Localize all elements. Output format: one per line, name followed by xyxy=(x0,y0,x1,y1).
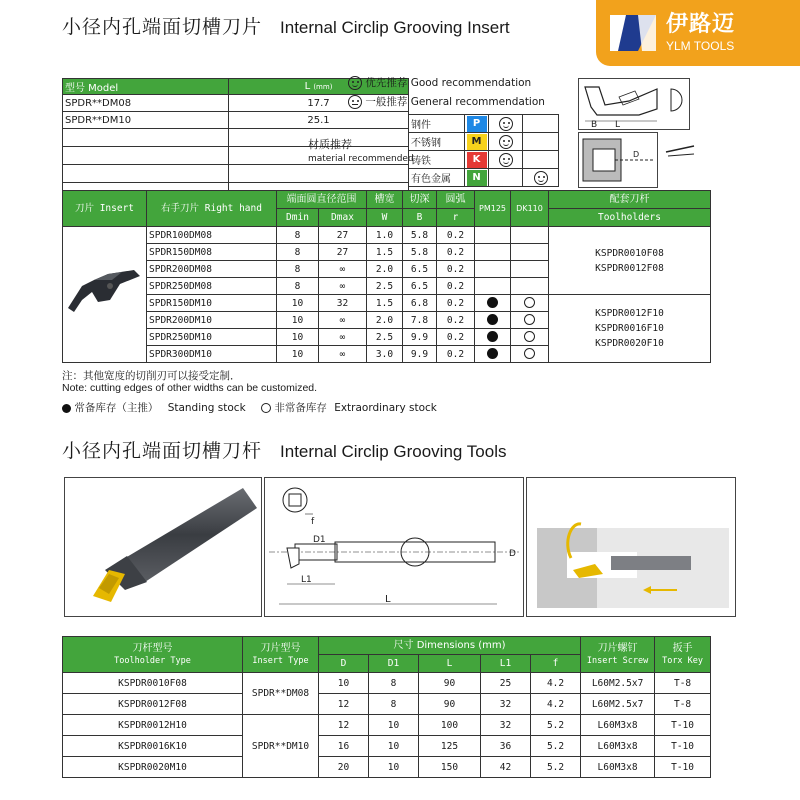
d-cell: 16 xyxy=(319,736,369,757)
depth-header: 切深 xyxy=(403,191,437,209)
screw-cell: L60M3x8 xyxy=(581,757,655,778)
d-cell: 12 xyxy=(319,715,369,736)
w-cell: 2.0 xyxy=(367,261,403,278)
holder-table xyxy=(62,636,711,778)
extraordinary-stock-dot-icon xyxy=(261,403,271,413)
dimensions-header: 尺寸 Dimensions (mm) xyxy=(319,637,581,655)
key-cell: T-10 xyxy=(655,736,711,757)
table-row xyxy=(63,673,711,694)
l-cell: 150 xyxy=(419,757,481,778)
key-cell: T-10 xyxy=(655,757,711,778)
holder-type-cell: KSPDR0010F08 xyxy=(63,673,243,694)
dmax-cell: ∞ xyxy=(319,312,367,329)
D-header: D xyxy=(319,655,369,673)
grooving-section-diagram xyxy=(578,132,658,188)
screw-cell: L60M3x8 xyxy=(581,736,655,757)
key-header: 扳手 Torx Key xyxy=(655,637,711,673)
stock-dot-icon xyxy=(524,331,535,342)
r-header: r xyxy=(437,209,475,227)
f-label: f xyxy=(311,517,315,527)
w-cell: 3.0 xyxy=(367,346,403,363)
pm125-cell xyxy=(475,227,511,244)
section1-title-cn: 小径内孔端面切槽刀片 xyxy=(62,16,263,38)
key-cell: T-8 xyxy=(655,694,711,715)
groove-width-header: 槽宽 xyxy=(367,191,403,209)
brand-name-en: YLM TOOLS xyxy=(666,39,735,53)
w-cell: 2.5 xyxy=(367,329,403,346)
dimension-drawing-icon xyxy=(265,478,523,616)
B-label: B xyxy=(591,120,598,129)
note-cn: 注：其他宽度的切削刃可以接受定制． xyxy=(62,370,241,382)
stock-dot-icon xyxy=(487,331,498,342)
dmax-cell: 32 xyxy=(319,295,367,312)
holder-type-cell: KSPDR0012F08 xyxy=(63,694,243,715)
insert-model-cell: SPDR300DM10 xyxy=(147,346,277,363)
L-cell: 25.1 xyxy=(229,112,409,129)
table-row xyxy=(63,112,409,129)
holder-name: KSPDR0010F08 xyxy=(595,247,664,259)
dk110-cell xyxy=(511,244,549,261)
f-cell: 5.2 xyxy=(531,736,581,757)
key-cell: T-10 xyxy=(655,715,711,736)
pm125-cell xyxy=(475,261,511,278)
l1-cell: 36 xyxy=(481,736,531,757)
L-label: L xyxy=(385,594,391,605)
grade-badge: M xyxy=(467,134,487,150)
r-cell: 0.2 xyxy=(437,329,475,346)
L-small-label: L xyxy=(615,120,621,129)
holders-dm08-cell xyxy=(549,227,711,295)
d1-cell: 10 xyxy=(369,757,419,778)
dmin-cell: 10 xyxy=(277,295,319,312)
insert-header: 刀片 Insert xyxy=(63,191,147,227)
b-cell: 7.8 xyxy=(403,312,437,329)
usage-diagram-icon xyxy=(527,478,735,616)
screw-header: 刀片螺钉 Insert Screw xyxy=(581,637,655,673)
r-cell: 0.2 xyxy=(437,244,475,261)
dk110-cell xyxy=(511,261,549,278)
model-cell: SPDR**DM08 xyxy=(63,95,229,112)
model-cell: SPDR**DM10 xyxy=(63,112,229,129)
table-row xyxy=(63,295,711,312)
r-cell: 0.2 xyxy=(437,261,475,278)
stock-dot-icon xyxy=(524,314,535,325)
brand-name-cn: 伊路迈 xyxy=(666,12,736,37)
D-small-label: D xyxy=(633,150,640,159)
standing-stock-dot-icon xyxy=(62,404,71,413)
insert-model-cell: SPDR200DM10 xyxy=(147,312,277,329)
dmin-cell: 8 xyxy=(277,244,319,261)
insert-model-cell: SPDR100DM08 xyxy=(147,227,277,244)
dk110-cell xyxy=(511,227,549,244)
section2-title xyxy=(62,436,506,463)
w-cell: 1.0 xyxy=(367,227,403,244)
f-cell: 4.2 xyxy=(531,673,581,694)
material-label: 材质推荐 material recommended xyxy=(308,138,414,164)
good-face-icon xyxy=(499,117,513,131)
groove-section-icon xyxy=(579,133,657,187)
dmin-cell: 10 xyxy=(277,329,319,346)
D1-label: D1 xyxy=(313,535,326,545)
good-face-icon xyxy=(499,135,513,149)
table-row xyxy=(63,715,711,736)
stock-dot-icon xyxy=(524,297,535,308)
model-header: 型号 Model xyxy=(63,79,229,95)
grade-badge: P xyxy=(467,116,487,132)
L1-header: L1 xyxy=(481,655,531,673)
section2-title-en: Internal Circlip Grooving Tools xyxy=(280,442,507,461)
insert-table xyxy=(62,190,711,363)
dmin-cell: 10 xyxy=(277,346,319,363)
insert-product-image xyxy=(64,256,144,316)
dmin-cell: 8 xyxy=(277,261,319,278)
brand-mark-icon xyxy=(608,11,658,55)
screw-cell: L60M2.5x7 xyxy=(581,673,655,694)
b-cell: 5.8 xyxy=(403,244,437,261)
section2-title-cn: 小径内孔端面切槽刀杆 xyxy=(62,440,263,462)
f-cell: 5.2 xyxy=(531,715,581,736)
material-row: 铸铁 K xyxy=(409,151,559,169)
table-row xyxy=(63,227,711,244)
dk110-cell xyxy=(511,278,549,295)
material-row: 不锈钢 M xyxy=(409,133,559,151)
stock-dot-icon xyxy=(487,297,498,308)
section1-title xyxy=(62,12,510,39)
material-table xyxy=(408,114,559,187)
l-cell: 125 xyxy=(419,736,481,757)
dmin-cell: 8 xyxy=(277,278,319,295)
stock-dot-icon xyxy=(487,314,498,325)
pm125-cell xyxy=(475,346,511,363)
material-row: 有色金属 N xyxy=(409,169,559,187)
screw-cell: L60M3x8 xyxy=(581,715,655,736)
d-cell: 10 xyxy=(319,673,369,694)
insert-top-view-diagram xyxy=(578,78,690,130)
pm125-cell xyxy=(475,295,511,312)
l-cell: 90 xyxy=(419,673,481,694)
D1-header: D1 xyxy=(369,655,419,673)
dk110-cell xyxy=(511,329,549,346)
table-row xyxy=(63,757,711,778)
note-en: Note: cutting edges of other widths can be customized. xyxy=(62,382,318,394)
section1-title-en: Internal Circlip Grooving Insert xyxy=(280,18,510,37)
screw-cell: L60M2.5x7 xyxy=(581,694,655,715)
dmin-header: Dmin xyxy=(277,209,319,227)
L-header: L xyxy=(419,655,481,673)
toolholders-header-en: Toolholders xyxy=(549,209,711,227)
insert-type-cell: SPDR**DM10 xyxy=(243,715,319,778)
insert-model-cell: SPDR150DM10 xyxy=(147,295,277,312)
holder-type-cell: KSPDR0016K10 xyxy=(63,736,243,757)
l1-cell: 42 xyxy=(481,757,531,778)
usage-diagram xyxy=(526,477,736,617)
holder-name: KSPDR0012F08 xyxy=(595,262,664,274)
good-face-icon xyxy=(348,76,362,90)
w-cell: 1.5 xyxy=(367,244,403,261)
pm125-header: PM125 xyxy=(475,191,511,227)
range-header: 端面圆直径范围 xyxy=(277,191,367,209)
d1-cell: 8 xyxy=(369,673,419,694)
material-row: 钢件 P xyxy=(409,115,559,133)
recommendation-legend: 优先推荐 Good recommendation 一般推荐 General recommendation xyxy=(348,74,545,112)
good-face-icon xyxy=(534,171,548,185)
b-cell: 6.5 xyxy=(403,278,437,295)
grade-badge: N xyxy=(467,170,487,186)
dk110-cell xyxy=(511,312,549,329)
holder-name: KSPDR0016F10 xyxy=(595,323,664,334)
dk110-cell xyxy=(511,295,549,312)
b-cell: 5.8 xyxy=(403,227,437,244)
stock-legend: 常备库存（主推） Standing stock 非常备库存 Extraordinary stock xyxy=(62,400,437,415)
d1-cell: 10 xyxy=(369,736,419,757)
holder-type-header: 刀杆型号 Toolholder Type xyxy=(63,637,243,673)
l-cell: 100 xyxy=(419,715,481,736)
toolholder-photo-icon xyxy=(65,478,261,616)
d-cell: 12 xyxy=(319,694,369,715)
dmax-cell: ∞ xyxy=(319,329,367,346)
holder-name: KSPDR0012F10 xyxy=(595,308,664,319)
l1-cell: 32 xyxy=(481,715,531,736)
L-cell: 17.7 xyxy=(229,95,409,112)
toolholder-image xyxy=(64,477,262,617)
w-cell: 2.5 xyxy=(367,278,403,295)
grade-badge: K xyxy=(467,152,487,168)
holder-type-cell: KSPDR0020M10 xyxy=(63,757,243,778)
insert-model-cell: SPDR250DM08 xyxy=(147,278,277,295)
key-cell: T-8 xyxy=(655,673,711,694)
holder-name: KSPDR0020F10 xyxy=(595,338,664,349)
d1-cell: 8 xyxy=(369,694,419,715)
brand-logo xyxy=(596,0,800,66)
general-face-icon xyxy=(348,95,362,109)
b-cell: 6.8 xyxy=(403,295,437,312)
w-cell: 1.5 xyxy=(367,295,403,312)
f-header: f xyxy=(531,655,581,673)
b-cell: 6.5 xyxy=(403,261,437,278)
W-header: W xyxy=(367,209,403,227)
insert-model-cell: SPDR150DM08 xyxy=(147,244,277,261)
dk110-header: DK110 xyxy=(511,191,549,227)
insert-outline-icon xyxy=(579,79,689,129)
b-cell: 9.9 xyxy=(403,346,437,363)
d1-cell: 10 xyxy=(369,715,419,736)
dmax-cell: 27 xyxy=(319,244,367,261)
w-cell: 2.0 xyxy=(367,312,403,329)
d-cell: 20 xyxy=(319,757,369,778)
dmax-cell: 27 xyxy=(319,227,367,244)
right-hand-header: 右手刀片 Right hand xyxy=(147,191,277,227)
f-cell: 5.2 xyxy=(531,757,581,778)
pm125-cell xyxy=(475,278,511,295)
D-label: D xyxy=(509,549,516,559)
good-face-icon xyxy=(499,153,513,167)
pm125-cell xyxy=(475,312,511,329)
tool-tip-icon xyxy=(664,138,700,168)
r-cell: 0.2 xyxy=(437,227,475,244)
table-row xyxy=(63,736,711,757)
insert-type-header: 刀片型号 Insert Type xyxy=(243,637,319,673)
dk110-cell xyxy=(511,346,549,363)
b-cell: 9.9 xyxy=(403,329,437,346)
dmax-cell: ∞ xyxy=(319,346,367,363)
r-cell: 0.2 xyxy=(437,295,475,312)
f-cell: 4.2 xyxy=(531,694,581,715)
radius-header: 圆弧 xyxy=(437,191,475,209)
table-row xyxy=(63,694,711,715)
toolholders-header-cn: 配套刀杆 xyxy=(549,191,711,209)
holders-dm10-cell xyxy=(549,295,711,363)
pm125-cell xyxy=(475,244,511,261)
l1-cell: 32 xyxy=(481,694,531,715)
dmin-cell: 8 xyxy=(277,227,319,244)
dmax-cell: ∞ xyxy=(319,278,367,295)
holder-type-cell: KSPDR0012H10 xyxy=(63,715,243,736)
L1-label: L1 xyxy=(301,575,312,585)
pm125-cell xyxy=(475,329,511,346)
dmin-cell: 10 xyxy=(277,312,319,329)
dmax-header: Dmax xyxy=(319,209,367,227)
stock-dot-icon xyxy=(524,348,535,359)
insert-type-cell: SPDR**DM08 xyxy=(243,673,319,715)
insert-model-cell: SPDR200DM08 xyxy=(147,261,277,278)
l-cell: 90 xyxy=(419,694,481,715)
B-header: B xyxy=(403,209,437,227)
insert-model-cell: SPDR250DM10 xyxy=(147,329,277,346)
r-cell: 0.2 xyxy=(437,312,475,329)
L-header: L (mm) xyxy=(229,79,409,95)
r-cell: 0.2 xyxy=(437,278,475,295)
stock-dot-icon xyxy=(487,348,498,359)
toolholder-dimension-drawing xyxy=(264,477,524,617)
l1-cell: 25 xyxy=(481,673,531,694)
dmax-cell: ∞ xyxy=(319,261,367,278)
r-cell: 0.2 xyxy=(437,346,475,363)
